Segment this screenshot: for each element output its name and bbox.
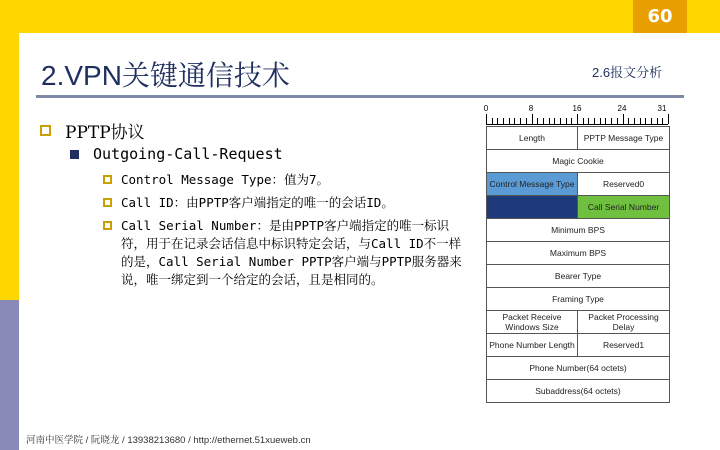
footer-credit: 河南中医学院 / 阮晓龙 / 13938213680 / http://ethernet.51xueweb.cn (26, 435, 311, 446)
packet-row (487, 195, 669, 218)
bit-ruler-mark (605, 118, 606, 124)
bit-tick-label: 31 (657, 104, 667, 113)
packet-field: Phone Number Length (487, 334, 578, 356)
packet-field: Call Serial Number (578, 196, 669, 218)
left-accent-bar-yellow (0, 0, 19, 300)
bullet-item-call-id (103, 194, 471, 212)
bit-ruler-mark (497, 118, 498, 124)
packet-row (487, 379, 669, 402)
bit-ruler-mark (623, 114, 624, 124)
packet-row (487, 218, 669, 241)
square-bullet-icon (103, 198, 112, 207)
bit-ruler-mark (549, 118, 550, 124)
packet-field: Call ID (487, 196, 578, 218)
packet-row (487, 333, 669, 356)
bit-tick-label: 24 (617, 104, 627, 113)
bit-ruler (481, 104, 673, 126)
bit-ruler-mark (537, 118, 538, 124)
bit-ruler-mark (594, 118, 595, 124)
bit-ruler-mark (651, 118, 652, 124)
bullet-item-text: Call ID：由PPTP客户端指定的唯一的会话ID。 (121, 195, 394, 210)
packet-row (487, 149, 669, 172)
section-tag: 2.6报文分析 (592, 65, 663, 80)
bit-ruler-mark (645, 118, 646, 124)
bit-ruler-mark (588, 118, 589, 124)
packet-field: Phone Number(64 octets) (487, 357, 669, 379)
bit-ruler-mark (577, 114, 578, 124)
bit-ruler-mark (600, 118, 601, 124)
bit-ruler-mark (486, 114, 487, 124)
slide-title: 2.VPN关键通信技术 (41, 60, 290, 91)
filled-square-bullet-icon (70, 150, 79, 159)
packet-field: Maximum BPS (487, 242, 669, 264)
bit-ruler-mark (532, 114, 533, 124)
title-divider (36, 95, 684, 98)
packet-field: Reserved1 (578, 334, 669, 356)
top-accent-bar (19, 0, 720, 33)
bullet-level1-text: PPTP协议 (65, 123, 145, 143)
bit-ruler-mark (560, 118, 561, 124)
bit-ruler-mark (617, 118, 618, 124)
packet-row (487, 356, 669, 379)
bit-ruler-mark (526, 118, 527, 124)
packet-field: Packet Processing Delay (578, 311, 669, 333)
packet-field: Subaddress(64 octets) (487, 380, 669, 402)
bit-ruler-mark (611, 118, 612, 124)
bit-tick-label: 8 (528, 104, 534, 113)
bit-tick-label: 0 (483, 104, 489, 113)
bit-ruler-mark (503, 118, 504, 124)
page-number: 60 (633, 0, 687, 33)
bit-ruler-mark (520, 118, 521, 124)
bit-ruler-mark (662, 118, 663, 124)
bit-ruler-mark (566, 118, 567, 124)
bullet-item-text: Control Message Type：值为7。 (121, 172, 330, 187)
packet-field: Framing Type (487, 288, 669, 310)
bullet-item-call-serial-number (103, 217, 471, 289)
packet-format-diagram (481, 104, 673, 403)
bit-ruler-mark (571, 118, 572, 124)
bit-ruler-mark (514, 118, 515, 124)
packet-row (487, 172, 669, 195)
bit-ruler-mark (657, 118, 658, 124)
packet-row (487, 241, 669, 264)
bullet-level2 (70, 145, 283, 163)
square-bullet-icon (103, 175, 112, 184)
packet-field: Packet Receive Windows Size (487, 311, 578, 333)
bullet-level2-text: Outgoing-Call-Request (93, 145, 283, 163)
packet-field: Minimum BPS (487, 219, 669, 241)
bit-ruler-mark (554, 118, 555, 124)
bullet-item-text: Call Serial Number：是由PPTP客户端指定的唯一标识符，用于在记录会话信息中标识特定会话，与Call ID不一样的是，Call Serial Number PPTP客户端与PPTP服务器来说，唯一绑定到一个给定的会话，且是相同的。 (121, 218, 462, 287)
packet-field: Control Message Type (487, 173, 578, 195)
bit-ruler-mark (583, 118, 584, 124)
bullet-level1 (40, 118, 145, 143)
packet-row (487, 264, 669, 287)
packet-field: PPTP Message Type (578, 127, 669, 149)
packet-field: Reserved0 (578, 173, 669, 195)
square-bullet-icon (103, 221, 112, 230)
bit-ruler-mark (628, 118, 629, 124)
packet-field: Bearer Type (487, 265, 669, 287)
packet-field: Magic Cookie (487, 150, 669, 172)
packet-row (487, 310, 669, 333)
bit-ruler-mark (509, 118, 510, 124)
bit-ruler-mark (492, 118, 493, 124)
bit-tick-label: 16 (572, 104, 582, 113)
bit-ruler-mark (668, 114, 669, 124)
square-bullet-icon (40, 125, 51, 136)
bit-ruler-mark (634, 118, 635, 124)
packet-row (487, 127, 669, 149)
bullet-item-control-message-type (103, 171, 471, 189)
bit-ruler-mark (640, 118, 641, 124)
packet-row (487, 287, 669, 310)
packet-fields (486, 126, 670, 403)
packet-field: Length (487, 127, 578, 149)
bit-ruler-line (486, 114, 668, 125)
bit-ruler-mark (543, 118, 544, 124)
left-accent-bar-purple (0, 300, 19, 450)
